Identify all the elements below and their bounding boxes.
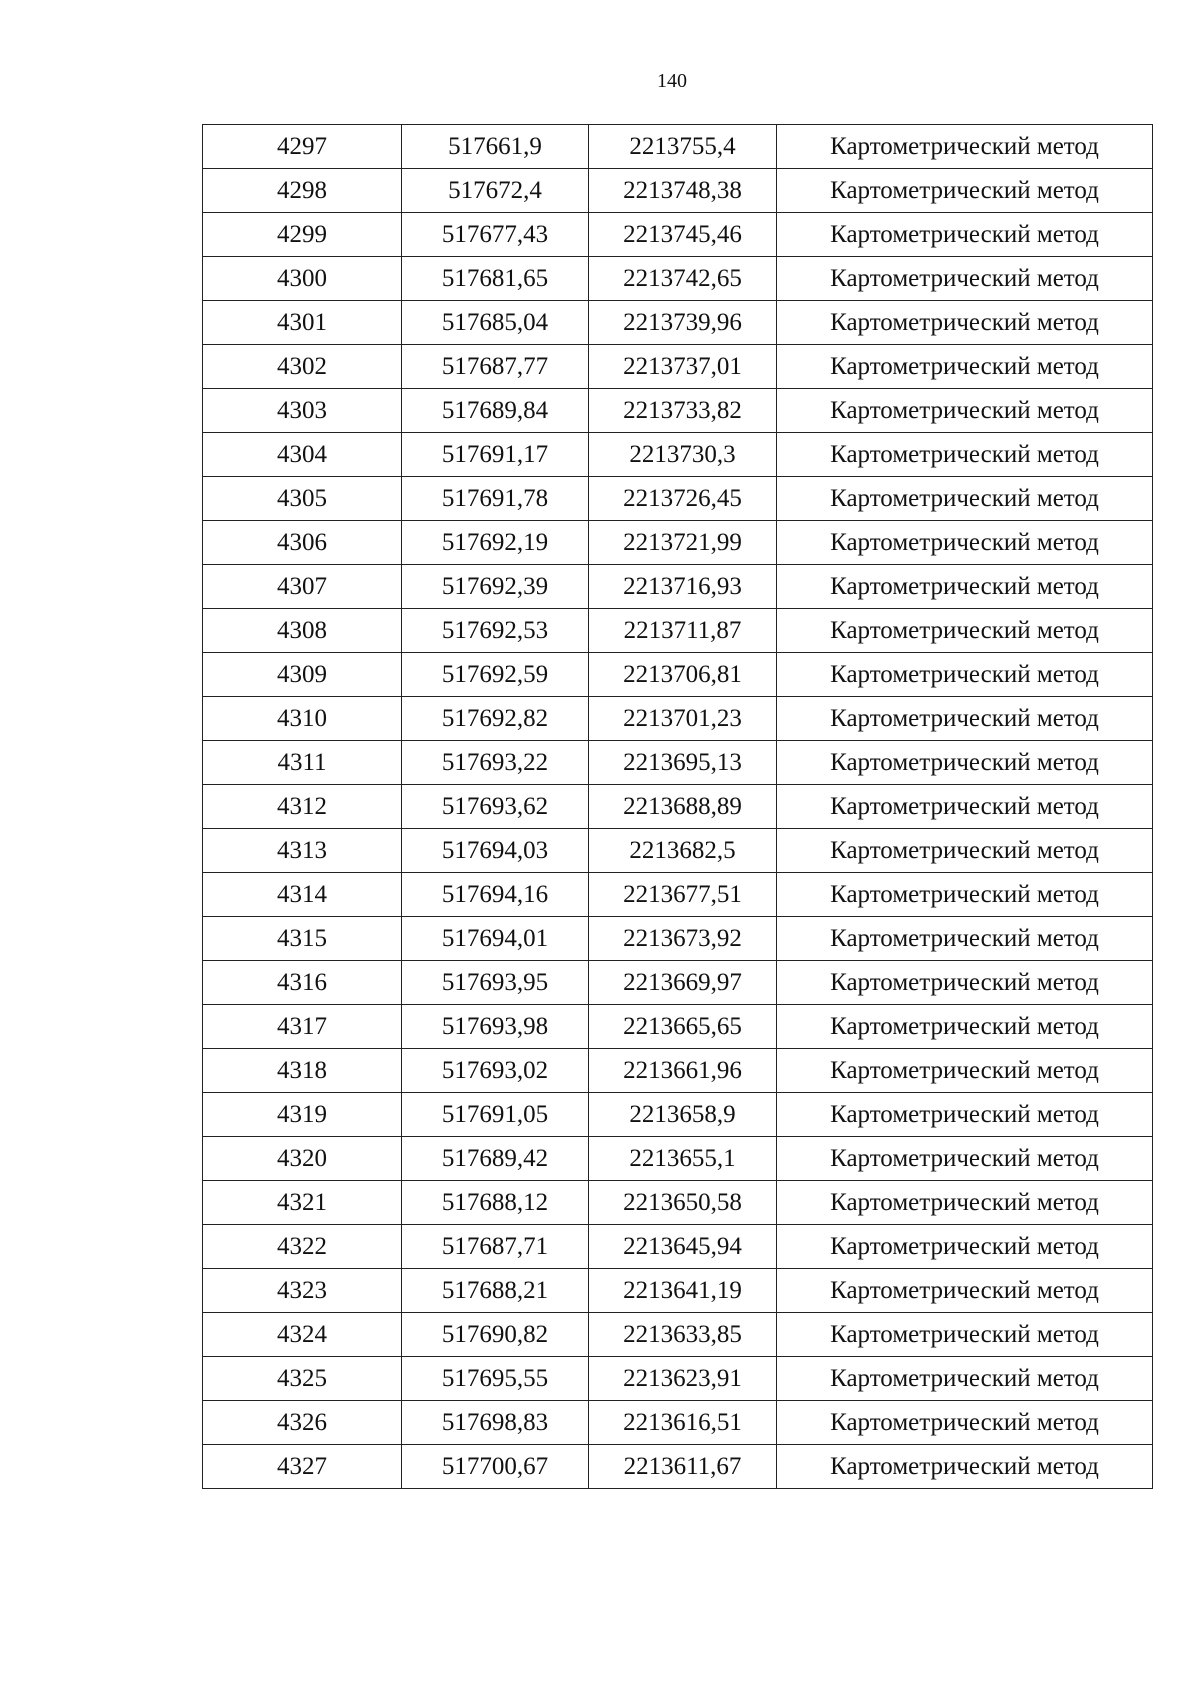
method-cell: Картометрический метод	[777, 1093, 1153, 1137]
point-number-cell: 4323	[203, 1269, 402, 1313]
point-number-cell: 4308	[203, 609, 402, 653]
y-coordinate-cell: 2213645,94	[589, 1225, 777, 1269]
method-cell: Картометрический метод	[777, 1181, 1153, 1225]
table-row	[203, 961, 1153, 1005]
method-cell: Картометрический метод	[777, 1401, 1153, 1445]
point-number-cell: 4325	[203, 1357, 402, 1401]
point-number-cell: 4314	[203, 873, 402, 917]
y-coordinate-cell: 2213695,13	[589, 741, 777, 785]
method-cell: Картометрический метод	[777, 521, 1153, 565]
method-cell: Картометрический метод	[777, 829, 1153, 873]
x-coordinate-cell: 517694,16	[402, 873, 589, 917]
y-coordinate-cell: 2213730,3	[589, 433, 777, 477]
y-coordinate-cell: 2213701,23	[589, 697, 777, 741]
y-coordinate-cell: 2213650,58	[589, 1181, 777, 1225]
point-number-cell: 4326	[203, 1401, 402, 1445]
x-coordinate-cell: 517687,77	[402, 345, 589, 389]
x-coordinate-cell: 517693,02	[402, 1049, 589, 1093]
method-cell: Картометрический метод	[777, 1225, 1153, 1269]
y-coordinate-cell: 2213721,99	[589, 521, 777, 565]
table-row	[203, 829, 1153, 873]
point-number-cell: 4312	[203, 785, 402, 829]
y-coordinate-cell: 2213733,82	[589, 389, 777, 433]
table-row	[203, 741, 1153, 785]
table-row	[203, 213, 1153, 257]
y-coordinate-cell: 2213669,97	[589, 961, 777, 1005]
x-coordinate-cell: 517691,05	[402, 1093, 589, 1137]
x-coordinate-cell: 517685,04	[402, 301, 589, 345]
method-cell: Картометрический метод	[777, 653, 1153, 697]
x-coordinate-cell: 517677,43	[402, 213, 589, 257]
x-coordinate-cell: 517688,12	[402, 1181, 589, 1225]
point-number-cell: 4321	[203, 1181, 402, 1225]
method-cell: Картометрический метод	[777, 1313, 1153, 1357]
table-row	[203, 873, 1153, 917]
y-coordinate-cell: 2213665,65	[589, 1005, 777, 1049]
method-cell: Картометрический метод	[777, 257, 1153, 301]
x-coordinate-cell: 517694,01	[402, 917, 589, 961]
table-row	[203, 477, 1153, 521]
method-cell: Картометрический метод	[777, 609, 1153, 653]
table-row	[203, 169, 1153, 213]
y-coordinate-cell: 2213706,81	[589, 653, 777, 697]
table-row	[203, 1093, 1153, 1137]
x-coordinate-cell: 517695,55	[402, 1357, 589, 1401]
point-number-cell: 4311	[203, 741, 402, 785]
point-number-cell: 4305	[203, 477, 402, 521]
method-cell: Картометрический метод	[777, 873, 1153, 917]
method-cell: Картометрический метод	[777, 213, 1153, 257]
y-coordinate-cell: 2213716,93	[589, 565, 777, 609]
y-coordinate-cell: 2213673,92	[589, 917, 777, 961]
method-cell: Картометрический метод	[777, 389, 1153, 433]
y-coordinate-cell: 2213633,85	[589, 1313, 777, 1357]
y-coordinate-cell: 2213682,5	[589, 829, 777, 873]
y-coordinate-cell: 2213742,65	[589, 257, 777, 301]
method-cell: Картометрический метод	[777, 1445, 1153, 1489]
point-number-cell: 4317	[203, 1005, 402, 1049]
point-number-cell: 4301	[203, 301, 402, 345]
x-coordinate-cell: 517692,53	[402, 609, 589, 653]
y-coordinate-cell: 2213655,1	[589, 1137, 777, 1181]
method-cell: Картометрический метод	[777, 1049, 1153, 1093]
point-number-cell: 4299	[203, 213, 402, 257]
table-row	[203, 1225, 1153, 1269]
table-row	[203, 345, 1153, 389]
y-coordinate-cell: 2213661,96	[589, 1049, 777, 1093]
x-coordinate-cell: 517692,59	[402, 653, 589, 697]
table-row	[203, 257, 1153, 301]
x-coordinate-cell: 517692,19	[402, 521, 589, 565]
x-coordinate-cell: 517681,65	[402, 257, 589, 301]
point-number-cell: 4313	[203, 829, 402, 873]
x-coordinate-cell: 517690,82	[402, 1313, 589, 1357]
table-row	[203, 917, 1153, 961]
table-row	[203, 1181, 1153, 1225]
table-row	[203, 653, 1153, 697]
x-coordinate-cell: 517698,83	[402, 1401, 589, 1445]
point-number-cell: 4303	[203, 389, 402, 433]
point-number-cell: 4310	[203, 697, 402, 741]
method-cell: Картометрический метод	[777, 345, 1153, 389]
table-row	[203, 389, 1153, 433]
y-coordinate-cell: 2213616,51	[589, 1401, 777, 1445]
x-coordinate-cell: 517687,71	[402, 1225, 589, 1269]
x-coordinate-cell: 517693,22	[402, 741, 589, 785]
table-row	[203, 301, 1153, 345]
point-number-cell: 4324	[203, 1313, 402, 1357]
table-row	[203, 1049, 1153, 1093]
method-cell: Картометрический метод	[777, 125, 1153, 169]
x-coordinate-cell: 517693,95	[402, 961, 589, 1005]
method-cell: Картометрический метод	[777, 301, 1153, 345]
point-number-cell: 4298	[203, 169, 402, 213]
x-coordinate-cell: 517691,17	[402, 433, 589, 477]
table-row	[203, 521, 1153, 565]
method-cell: Картометрический метод	[777, 917, 1153, 961]
method-cell: Картометрический метод	[777, 477, 1153, 521]
method-cell: Картометрический метод	[777, 1005, 1153, 1049]
point-number-cell: 4302	[203, 345, 402, 389]
x-coordinate-cell: 517688,21	[402, 1269, 589, 1313]
table-row	[203, 785, 1153, 829]
method-cell: Картометрический метод	[777, 697, 1153, 741]
x-coordinate-cell: 517700,67	[402, 1445, 589, 1489]
table-row	[203, 1137, 1153, 1181]
method-cell: Картометрический метод	[777, 1137, 1153, 1181]
point-number-cell: 4316	[203, 961, 402, 1005]
y-coordinate-cell: 2213748,38	[589, 169, 777, 213]
x-coordinate-cell: 517694,03	[402, 829, 589, 873]
table-row	[203, 609, 1153, 653]
point-number-cell: 4320	[203, 1137, 402, 1181]
x-coordinate-cell: 517693,98	[402, 1005, 589, 1049]
coordinates-table	[202, 124, 1153, 1489]
table-row	[203, 1269, 1153, 1313]
y-coordinate-cell: 2213677,51	[589, 873, 777, 917]
table-row	[203, 1005, 1153, 1049]
method-cell: Картометрический метод	[777, 1357, 1153, 1401]
table-row	[203, 1313, 1153, 1357]
point-number-cell: 4319	[203, 1093, 402, 1137]
method-cell: Картометрический метод	[777, 1269, 1153, 1313]
y-coordinate-cell: 2213737,01	[589, 345, 777, 389]
y-coordinate-cell: 2213745,46	[589, 213, 777, 257]
point-number-cell: 4304	[203, 433, 402, 477]
method-cell: Картометрический метод	[777, 433, 1153, 477]
table-row	[203, 433, 1153, 477]
x-coordinate-cell: 517672,4	[402, 169, 589, 213]
method-cell: Картометрический метод	[777, 565, 1153, 609]
table-row	[203, 1401, 1153, 1445]
y-coordinate-cell: 2213726,45	[589, 477, 777, 521]
point-number-cell: 4315	[203, 917, 402, 961]
y-coordinate-cell: 2213711,87	[589, 609, 777, 653]
y-coordinate-cell: 2213739,96	[589, 301, 777, 345]
y-coordinate-cell: 2213611,67	[589, 1445, 777, 1489]
table-row	[203, 125, 1153, 169]
x-coordinate-cell: 517693,62	[402, 785, 589, 829]
y-coordinate-cell: 2213641,19	[589, 1269, 777, 1313]
table-row	[203, 1357, 1153, 1401]
x-coordinate-cell: 517661,9	[402, 125, 589, 169]
page-number: 140	[657, 70, 687, 92]
method-cell: Картометрический метод	[777, 169, 1153, 213]
y-coordinate-cell: 2213755,4	[589, 125, 777, 169]
y-coordinate-cell: 2213688,89	[589, 785, 777, 829]
x-coordinate-cell: 517692,82	[402, 697, 589, 741]
table-row	[203, 1445, 1153, 1489]
table-row	[203, 697, 1153, 741]
y-coordinate-cell: 2213623,91	[589, 1357, 777, 1401]
y-coordinate-cell: 2213658,9	[589, 1093, 777, 1137]
point-number-cell: 4307	[203, 565, 402, 609]
point-number-cell: 4297	[203, 125, 402, 169]
point-number-cell: 4327	[203, 1445, 402, 1489]
x-coordinate-cell: 517692,39	[402, 565, 589, 609]
point-number-cell: 4309	[203, 653, 402, 697]
x-coordinate-cell: 517691,78	[402, 477, 589, 521]
x-coordinate-cell: 517689,84	[402, 389, 589, 433]
point-number-cell: 4318	[203, 1049, 402, 1093]
point-number-cell: 4306	[203, 521, 402, 565]
method-cell: Картометрический метод	[777, 961, 1153, 1005]
table-row	[203, 565, 1153, 609]
point-number-cell: 4300	[203, 257, 402, 301]
method-cell: Картометрический метод	[777, 785, 1153, 829]
x-coordinate-cell: 517689,42	[402, 1137, 589, 1181]
method-cell: Картометрический метод	[777, 741, 1153, 785]
point-number-cell: 4322	[203, 1225, 402, 1269]
coordinates-table-body	[203, 125, 1153, 1489]
